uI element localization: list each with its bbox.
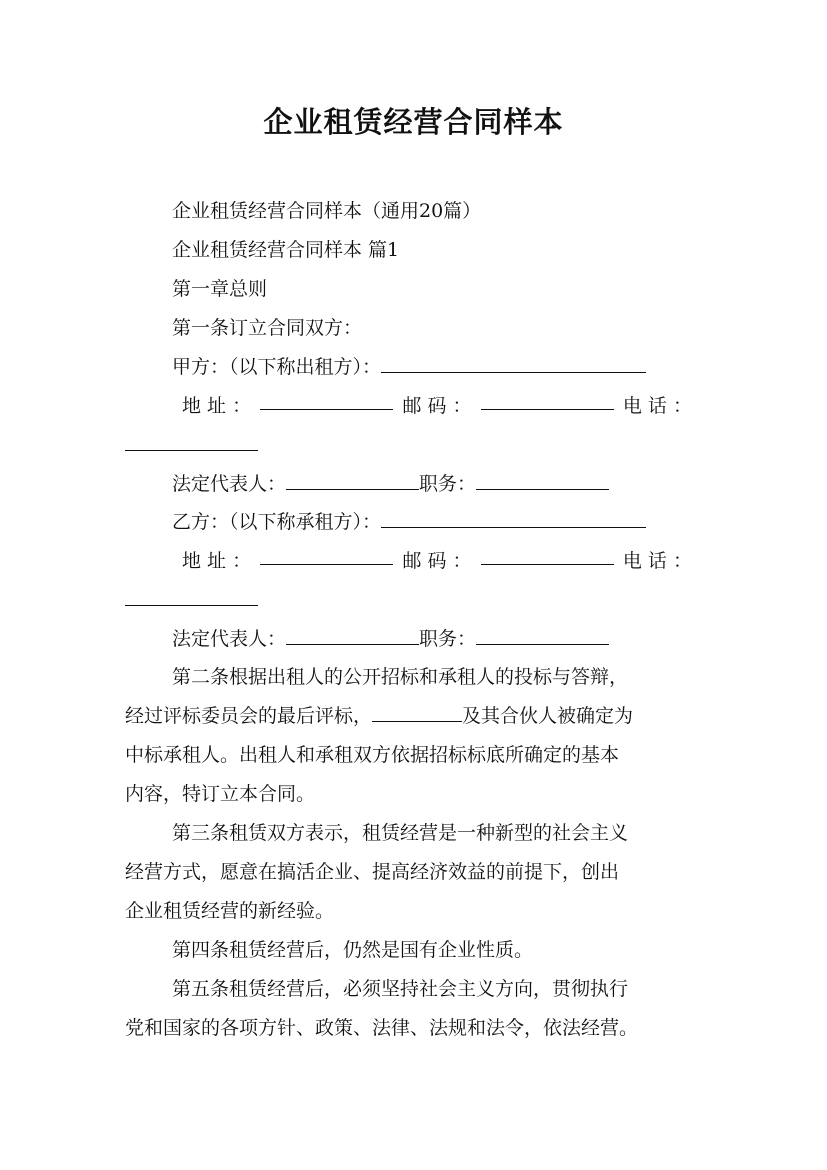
party-b-legal-rep-label: 法定代表人： bbox=[172, 628, 287, 650]
article5-line2: 党和国家的各项方针、政策、法律、法规和法令，依法经营。 bbox=[125, 1017, 639, 1039]
party-a-phone-line bbox=[125, 426, 705, 464]
party-a-postcode-blank bbox=[481, 387, 614, 410]
party-a-position-blank bbox=[476, 467, 609, 490]
article3-line3: 企业租赁经营的新经验。 bbox=[125, 900, 335, 922]
party-a-line bbox=[172, 348, 705, 386]
article1-heading: 第一条订立合同双方： bbox=[172, 317, 363, 339]
party-b-position-label: 职务： bbox=[419, 628, 477, 650]
party-b-legal-rep-blank bbox=[286, 622, 419, 645]
party-a-rep-line bbox=[172, 465, 705, 503]
party-a-address-blank bbox=[260, 387, 393, 410]
party-a-blank bbox=[381, 350, 646, 373]
article2-winner-blank bbox=[372, 699, 462, 722]
article2-line2-before: 经过评标委员会的最后评标， bbox=[125, 705, 373, 727]
party-b-address-blank bbox=[260, 542, 393, 565]
party-b-blank bbox=[381, 505, 646, 528]
article4-line1: 第四条租赁经营后，仍然是国有企业性质。 bbox=[172, 939, 534, 961]
party-b-line bbox=[172, 503, 705, 541]
article2-line2-after: 及其合伙人被确定为 bbox=[462, 705, 634, 727]
party-a-legal-rep-blank bbox=[286, 467, 419, 490]
chapter-heading: 第一章总则 bbox=[172, 278, 268, 300]
party-b-phone-blank bbox=[125, 583, 258, 606]
article3-line2: 经营方式，愿意在搞活企业、提高经济效益的前提下，创出 bbox=[125, 861, 620, 883]
party-a-position-label: 职务： bbox=[419, 473, 477, 495]
party-b-postcode-blank bbox=[481, 542, 614, 565]
party-b-position-blank bbox=[476, 622, 609, 645]
party-b-postcode-label: 邮 码 ： bbox=[402, 550, 472, 572]
party-a-contact-line bbox=[182, 387, 692, 425]
party-a-legal-rep-label: 法定代表人： bbox=[172, 473, 287, 495]
party-a-address-label: 地 址 ： bbox=[182, 395, 252, 417]
party-a-phone-blank bbox=[125, 428, 258, 451]
article2-line2 bbox=[125, 697, 705, 735]
article2-line3: 中标承租人。出租人和承租双方依据招标标底所确定的基本 bbox=[125, 744, 620, 766]
article5-line1: 第五条租赁经营后，必须坚持社会主义方向，贯彻执行 bbox=[172, 978, 629, 1000]
party-b-contact-line bbox=[182, 542, 692, 580]
party-b-address-label: 地 址 ： bbox=[182, 550, 252, 572]
document-subtitle: 企业租赁经营合同样本（通用20篇） bbox=[172, 200, 482, 222]
party-b-rep-line bbox=[172, 620, 705, 658]
article3-line1: 第三条租赁双方表示，租赁经营是一种新型的社会主义 bbox=[172, 822, 629, 844]
article2-line4: 内容，特订立本合同。 bbox=[125, 783, 316, 805]
party-b-phone-label: 电 话 ： bbox=[622, 550, 692, 572]
article2-line1: 第二条根据出租人的公开招标和承租人的投标与答辩， bbox=[172, 666, 629, 688]
party-b-phone-line bbox=[125, 581, 705, 619]
document-title: 企业租赁经营合同样本 bbox=[263, 105, 564, 139]
piece-heading: 企业租赁经营合同样本 篇1 bbox=[172, 239, 400, 261]
party-b-label: 乙方：（以下称承租方）： bbox=[172, 511, 382, 533]
party-a-postcode-label: 邮 码 ： bbox=[402, 395, 472, 417]
party-a-phone-label: 电 话 ： bbox=[622, 395, 692, 417]
party-a-label: 甲方：（以下称出租方）： bbox=[172, 356, 382, 378]
